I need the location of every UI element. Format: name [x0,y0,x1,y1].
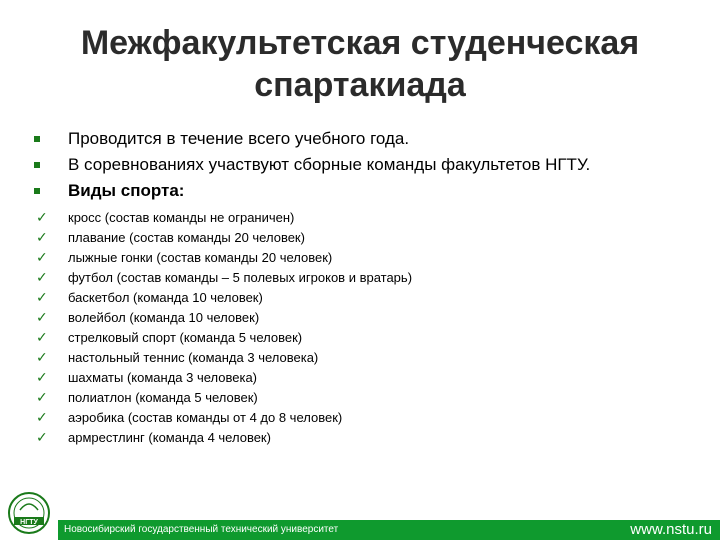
checkmark-icon: ✓ [36,310,48,326]
checkmark-icon: ✓ [36,290,48,306]
bullet-text: В соревнованиях участвуют сборные команды факультетов НГТУ. [68,155,591,174]
slide-title [0,22,720,106]
sport-item [36,428,696,448]
checkmark-icon: ✓ [36,430,48,446]
sport-text: волейбол (команда 10 человек) [68,310,260,325]
sport-item [36,248,696,268]
checkmark-icon: ✓ [36,350,48,366]
sport-item [36,288,696,308]
sport-text: кросс (состав команды не ограничен) [68,210,295,225]
checkmark-icon: ✓ [36,250,48,266]
sport-text: армрестлинг (команда 4 человек) [68,430,271,445]
sport-text: полиатлон (команда 5 человек) [68,390,258,405]
checkmark-icon: ✓ [36,390,48,406]
sport-item [36,408,696,428]
sport-text: шахматы (команда 3 человека) [68,370,258,385]
sport-item [36,328,696,348]
sport-text: стрелковый спорт (команда 5 человек) [68,330,303,345]
footer-url-link[interactable]: www.nstu.ru [630,521,712,538]
checkmark-icon: ✓ [36,330,48,346]
square-bullet-icon [34,188,40,194]
bullet-text: Виды спорта: [68,181,185,200]
bullet-text: Проводится в течение всего учебного года. [68,129,410,148]
sport-item [36,228,696,248]
sport-text: аэробика (состав команды от 4 до 8 человек) [68,410,343,425]
bullet-item [34,152,704,178]
bullet-item [34,126,704,152]
main-bullet-list [34,126,704,204]
logo-text: НГТУ [20,519,38,526]
sport-item [36,308,696,328]
slide-title-line-2: спартакиада [254,66,466,104]
sports-list [36,208,696,448]
square-bullet-icon [34,162,40,168]
sport-item [36,348,696,368]
checkmark-icon: ✓ [36,370,48,386]
sport-text: баскетбол (команда 10 человек) [68,290,263,305]
sport-text: футбол (состав команды – 5 полевых игроков и вратарь) [68,270,413,285]
sport-text: плавание (состав команды 20 человек) [68,230,305,245]
checkmark-icon: ✓ [36,210,48,226]
footer-bar [58,520,720,540]
checkmark-icon: ✓ [36,270,48,286]
sport-item [36,208,696,228]
bullet-item [34,178,704,204]
checkmark-icon: ✓ [36,410,48,426]
sport-item [36,268,696,288]
slide-title-line-1: Межфакультетская студенческая [80,24,640,62]
square-bullet-icon [34,136,40,142]
sport-text: настольный теннис (команда 3 человека) [68,350,319,365]
checkmark-icon: ✓ [36,230,48,246]
sport-item [36,388,696,408]
footer-university-name: Новосибирский государственный технический университет [64,524,339,535]
sport-text: лыжные гонки (состав команды 20 человек) [68,250,333,265]
sport-item [36,368,696,388]
university-logo [6,490,52,536]
